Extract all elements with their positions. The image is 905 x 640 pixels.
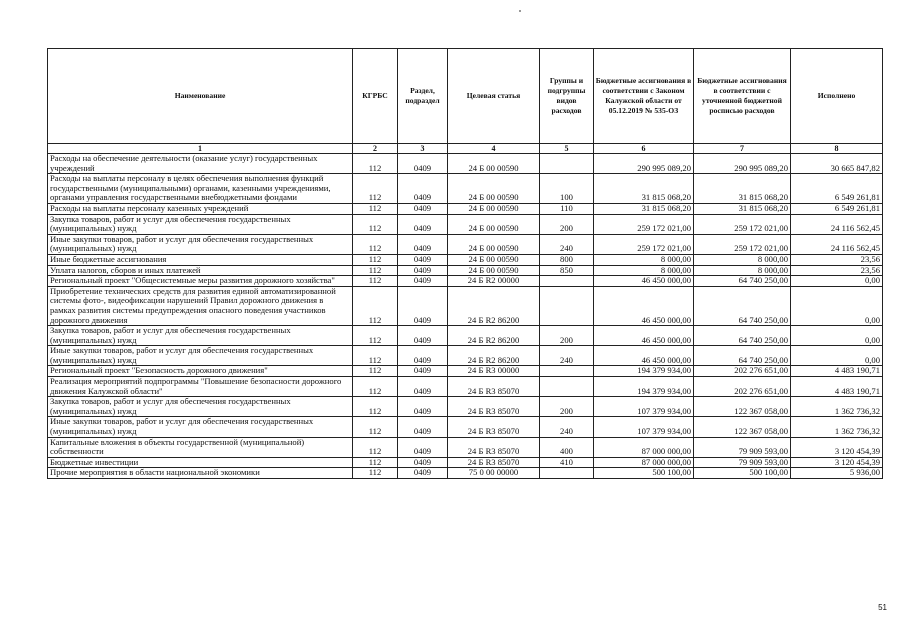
row-executed-cell: 4 483 190,71 bbox=[791, 366, 883, 377]
row-law-allocation-cell: 259 172 021,00 bbox=[594, 214, 694, 234]
row-law-allocation-cell: 500 100,00 bbox=[594, 468, 694, 479]
row-executed-cell: 6 549 261,81 bbox=[791, 174, 883, 204]
row-section-cell: 0409 bbox=[398, 276, 448, 287]
header-expense-type: Группы и подгруппы видов расходов bbox=[540, 49, 594, 144]
row-target-article-cell: 24 Б R3 85070 bbox=[448, 417, 540, 437]
row-expense-type-cell: 110 bbox=[540, 203, 594, 214]
table-row bbox=[48, 397, 883, 417]
row-refined-allocation-cell: 31 815 068,20 bbox=[694, 203, 791, 214]
row-refined-allocation-cell: 79 909 593,00 bbox=[694, 457, 791, 468]
row-section-cell: 0409 bbox=[398, 377, 448, 397]
row-refined-allocation-cell: 8 000,00 bbox=[694, 254, 791, 265]
header-refined-allocations: Бюджетные ассигнования в соответствии с уточненной бюджетной росписью расходов bbox=[694, 49, 791, 144]
row-expense-type-cell: 850 bbox=[540, 265, 594, 276]
row-law-allocation-cell: 87 000 000,00 bbox=[594, 457, 694, 468]
row-refined-allocation-cell: 64 740 250,00 bbox=[694, 276, 791, 287]
row-name-cell: Прочие мероприятия в области национальной экономики bbox=[48, 468, 353, 479]
row-target-article-cell: 24 Б R3 00000 bbox=[448, 366, 540, 377]
header-law-allocations: Бюджетные ассигнования в соответствии с Законом Калужской области от 05.12.2019 № 535-ОЗ bbox=[594, 49, 694, 144]
row-target-article-cell: 24 Б R3 85070 bbox=[448, 397, 540, 417]
row-section-cell: 0409 bbox=[398, 286, 448, 325]
row-refined-allocation-cell: 290 995 089,20 bbox=[694, 154, 791, 174]
row-executed-cell: 4 483 190,71 bbox=[791, 377, 883, 397]
row-target-article-cell: 75 0 00 00000 bbox=[448, 468, 540, 479]
row-law-allocation-cell: 46 450 000,00 bbox=[594, 276, 694, 287]
row-expense-type-cell bbox=[540, 154, 594, 174]
column-number: 4 bbox=[448, 144, 540, 154]
row-kgrbs-cell: 112 bbox=[353, 265, 398, 276]
row-name-cell: Приобретение технических средств для развития единой автоматизированной системы фото-, видеофиксации нарушений Правил дорожного движения в рамках развития системы предупреждения опасного поведения участников дорожного движения bbox=[48, 286, 353, 325]
row-section-cell: 0409 bbox=[398, 437, 448, 457]
row-expense-type-cell: 400 bbox=[540, 437, 594, 457]
table-row bbox=[48, 286, 883, 325]
table-row bbox=[48, 234, 883, 254]
table-row bbox=[48, 366, 883, 377]
row-target-article-cell: 24 Б R2 86200 bbox=[448, 346, 540, 366]
row-target-article-cell: 24 Б 00 00590 bbox=[448, 265, 540, 276]
row-executed-cell: 23,56 bbox=[791, 265, 883, 276]
table-row bbox=[48, 214, 883, 234]
row-refined-allocation-cell: 259 172 021,00 bbox=[694, 214, 791, 234]
row-executed-cell: 3 120 454,39 bbox=[791, 437, 883, 457]
row-section-cell: 0409 bbox=[398, 214, 448, 234]
row-refined-allocation-cell: 79 909 593,00 bbox=[694, 437, 791, 457]
column-number: 5 bbox=[540, 144, 594, 154]
row-expense-type-cell: 200 bbox=[540, 397, 594, 417]
row-expense-type-cell bbox=[540, 377, 594, 397]
row-name-cell: Региональный проект "Безопасность дорожного движения" bbox=[48, 366, 353, 377]
row-refined-allocation-cell: 202 276 651,00 bbox=[694, 366, 791, 377]
row-target-article-cell: 24 Б R2 86200 bbox=[448, 286, 540, 325]
row-kgrbs-cell: 112 bbox=[353, 326, 398, 346]
header-section: Раздел, подраздел bbox=[398, 49, 448, 144]
row-target-article-cell: 24 Б R3 85070 bbox=[448, 457, 540, 468]
row-section-cell: 0409 bbox=[398, 265, 448, 276]
row-law-allocation-cell: 46 450 000,00 bbox=[594, 326, 694, 346]
row-expense-type-cell: 800 bbox=[540, 254, 594, 265]
table-row bbox=[48, 254, 883, 265]
row-executed-cell: 30 665 847,82 bbox=[791, 154, 883, 174]
row-executed-cell: 3 120 454,39 bbox=[791, 457, 883, 468]
row-law-allocation-cell: 290 995 089,20 bbox=[594, 154, 694, 174]
row-name-cell: Закупка товаров, работ и услуг для обеспечения государственных (муниципальных) нужд bbox=[48, 326, 353, 346]
header-executed: Исполнено bbox=[791, 49, 883, 144]
row-section-cell: 0409 bbox=[398, 174, 448, 204]
row-name-cell: Иные закупки товаров, работ и услуг для обеспечения государственных (муниципальных) нужд bbox=[48, 346, 353, 366]
row-name-cell: Расходы на выплаты персоналу в целях обеспечения выполнения функций государственными (муниципальными) органами, казенными учреждениями, органами управления государственными внебюджетными фондами bbox=[48, 174, 353, 204]
row-target-article-cell: 24 Б R2 00000 bbox=[448, 276, 540, 287]
row-expense-type-cell bbox=[540, 286, 594, 325]
row-law-allocation-cell: 107 379 934,00 bbox=[594, 417, 694, 437]
row-target-article-cell: 24 Б 00 00590 bbox=[448, 174, 540, 204]
row-kgrbs-cell: 112 bbox=[353, 437, 398, 457]
row-name-cell: Региональный проект "Общесистемные меры развития дорожного хозяйства" bbox=[48, 276, 353, 287]
row-section-cell: 0409 bbox=[398, 203, 448, 214]
page-number: 51 bbox=[878, 603, 887, 612]
row-executed-cell: 24 116 562,45 bbox=[791, 214, 883, 234]
table-row bbox=[48, 276, 883, 287]
row-executed-cell: 5 936,00 bbox=[791, 468, 883, 479]
row-kgrbs-cell: 112 bbox=[353, 174, 398, 204]
header-row bbox=[48, 49, 883, 144]
scan-speck bbox=[519, 10, 521, 12]
table-row bbox=[48, 457, 883, 468]
row-name-cell: Расходы на выплаты персоналу казенных учреждений bbox=[48, 203, 353, 214]
row-expense-type-cell: 100 bbox=[540, 174, 594, 204]
table-row bbox=[48, 174, 883, 204]
column-number: 7 bbox=[694, 144, 791, 154]
table-row bbox=[48, 203, 883, 214]
row-target-article-cell: 24 Б R3 85070 bbox=[448, 437, 540, 457]
row-target-article-cell: 24 Б 00 00590 bbox=[448, 234, 540, 254]
row-kgrbs-cell: 112 bbox=[353, 417, 398, 437]
row-section-cell: 0409 bbox=[398, 326, 448, 346]
table-row bbox=[48, 326, 883, 346]
row-kgrbs-cell: 112 bbox=[353, 234, 398, 254]
row-section-cell: 0409 bbox=[398, 397, 448, 417]
column-number: 8 bbox=[791, 144, 883, 154]
row-name-cell: Уплата налогов, сборов и иных платежей bbox=[48, 265, 353, 276]
row-kgrbs-cell: 112 bbox=[353, 214, 398, 234]
column-number-row bbox=[48, 144, 883, 154]
table-row bbox=[48, 154, 883, 174]
row-law-allocation-cell: 107 379 934,00 bbox=[594, 397, 694, 417]
row-section-cell: 0409 bbox=[398, 457, 448, 468]
row-kgrbs-cell: 112 bbox=[353, 377, 398, 397]
row-law-allocation-cell: 46 450 000,00 bbox=[594, 286, 694, 325]
row-target-article-cell: 24 Б 00 00590 bbox=[448, 214, 540, 234]
row-refined-allocation-cell: 64 740 250,00 bbox=[694, 346, 791, 366]
row-expense-type-cell bbox=[540, 468, 594, 479]
row-kgrbs-cell: 112 bbox=[353, 366, 398, 377]
row-executed-cell: 6 549 261,81 bbox=[791, 203, 883, 214]
row-law-allocation-cell: 46 450 000,00 bbox=[594, 346, 694, 366]
row-name-cell: Иные закупки товаров, работ и услуг для обеспечения государственных (муниципальных) нужд bbox=[48, 417, 353, 437]
row-target-article-cell: 24 Б R3 85070 bbox=[448, 377, 540, 397]
row-name-cell: Бюджетные инвестиции bbox=[48, 457, 353, 468]
row-refined-allocation-cell: 500 100,00 bbox=[694, 468, 791, 479]
row-refined-allocation-cell: 31 815 068,20 bbox=[694, 174, 791, 204]
row-executed-cell: 1 362 736,32 bbox=[791, 397, 883, 417]
header-kgrbs: КГРБС bbox=[353, 49, 398, 144]
row-refined-allocation-cell: 64 740 250,00 bbox=[694, 326, 791, 346]
row-name-cell: Реализация мероприятий подпрограммы "Повышение безопасности дорожного движения Калужской области" bbox=[48, 377, 353, 397]
row-law-allocation-cell: 87 000 000,00 bbox=[594, 437, 694, 457]
budget-table bbox=[47, 48, 883, 479]
row-section-cell: 0409 bbox=[398, 417, 448, 437]
table-row bbox=[48, 377, 883, 397]
column-number: 6 bbox=[594, 144, 694, 154]
row-kgrbs-cell: 112 bbox=[353, 154, 398, 174]
row-refined-allocation-cell: 202 276 651,00 bbox=[694, 377, 791, 397]
row-executed-cell: 24 116 562,45 bbox=[791, 234, 883, 254]
row-executed-cell: 0,00 bbox=[791, 346, 883, 366]
row-kgrbs-cell: 112 bbox=[353, 468, 398, 479]
table-row bbox=[48, 417, 883, 437]
row-law-allocation-cell: 194 379 934,00 bbox=[594, 366, 694, 377]
row-target-article-cell: 24 Б 00 00590 bbox=[448, 254, 540, 265]
table-row bbox=[48, 265, 883, 276]
row-name-cell: Иные закупки товаров, работ и услуг для обеспечения государственных (муниципальных) нужд bbox=[48, 234, 353, 254]
table-row bbox=[48, 468, 883, 479]
header-name: Наименование bbox=[48, 49, 353, 144]
row-section-cell: 0409 bbox=[398, 346, 448, 366]
row-expense-type-cell bbox=[540, 276, 594, 287]
row-section-cell: 0409 bbox=[398, 254, 448, 265]
row-expense-type-cell: 200 bbox=[540, 214, 594, 234]
row-refined-allocation-cell: 259 172 021,00 bbox=[694, 234, 791, 254]
row-expense-type-cell: 200 bbox=[540, 326, 594, 346]
row-executed-cell: 0,00 bbox=[791, 276, 883, 287]
row-kgrbs-cell: 112 bbox=[353, 346, 398, 366]
row-section-cell: 0409 bbox=[398, 468, 448, 479]
row-name-cell: Капитальные вложения в объекты государственной (муниципальной) собственности bbox=[48, 437, 353, 457]
row-refined-allocation-cell: 122 367 058,00 bbox=[694, 397, 791, 417]
row-law-allocation-cell: 8 000,00 bbox=[594, 265, 694, 276]
header-target-article: Целевая статья bbox=[448, 49, 540, 144]
row-expense-type-cell: 240 bbox=[540, 417, 594, 437]
row-section-cell: 0409 bbox=[398, 366, 448, 377]
row-expense-type-cell: 410 bbox=[540, 457, 594, 468]
row-kgrbs-cell: 112 bbox=[353, 457, 398, 468]
row-name-cell: Расходы на обеспечение деятельности (оказание услуг) государственных учреждений bbox=[48, 154, 353, 174]
column-number: 3 bbox=[398, 144, 448, 154]
row-kgrbs-cell: 112 bbox=[353, 254, 398, 265]
row-law-allocation-cell: 8 000,00 bbox=[594, 254, 694, 265]
row-expense-type-cell bbox=[540, 366, 594, 377]
row-kgrbs-cell: 112 bbox=[353, 286, 398, 325]
row-law-allocation-cell: 259 172 021,00 bbox=[594, 234, 694, 254]
row-target-article-cell: 24 Б 00 00590 bbox=[448, 203, 540, 214]
row-name-cell: Закупка товаров, работ и услуг для обеспечения государственных (муниципальных) нужд bbox=[48, 397, 353, 417]
row-kgrbs-cell: 112 bbox=[353, 276, 398, 287]
row-law-allocation-cell: 31 815 068,20 bbox=[594, 174, 694, 204]
row-refined-allocation-cell: 64 740 250,00 bbox=[694, 286, 791, 325]
row-target-article-cell: 24 Б R2 86200 bbox=[448, 326, 540, 346]
row-section-cell: 0409 bbox=[398, 234, 448, 254]
row-expense-type-cell: 240 bbox=[540, 234, 594, 254]
row-executed-cell: 1 362 736,32 bbox=[791, 417, 883, 437]
column-number: 1 bbox=[48, 144, 353, 154]
row-law-allocation-cell: 194 379 934,00 bbox=[594, 377, 694, 397]
row-name-cell: Закупка товаров, работ и услуг для обеспечения государственных (муниципальных) нужд bbox=[48, 214, 353, 234]
row-section-cell: 0409 bbox=[398, 154, 448, 174]
row-executed-cell: 23,56 bbox=[791, 254, 883, 265]
table-row bbox=[48, 437, 883, 457]
row-refined-allocation-cell: 8 000,00 bbox=[694, 265, 791, 276]
row-target-article-cell: 24 Б 00 00590 bbox=[448, 154, 540, 174]
row-kgrbs-cell: 112 bbox=[353, 397, 398, 417]
row-executed-cell: 0,00 bbox=[791, 286, 883, 325]
row-executed-cell: 0,00 bbox=[791, 326, 883, 346]
row-refined-allocation-cell: 122 367 058,00 bbox=[694, 417, 791, 437]
row-expense-type-cell: 240 bbox=[540, 346, 594, 366]
table-row bbox=[48, 346, 883, 366]
row-law-allocation-cell: 31 815 068,20 bbox=[594, 203, 694, 214]
row-kgrbs-cell: 112 bbox=[353, 203, 398, 214]
column-number: 2 bbox=[353, 144, 398, 154]
row-name-cell: Иные бюджетные ассигнования bbox=[48, 254, 353, 265]
